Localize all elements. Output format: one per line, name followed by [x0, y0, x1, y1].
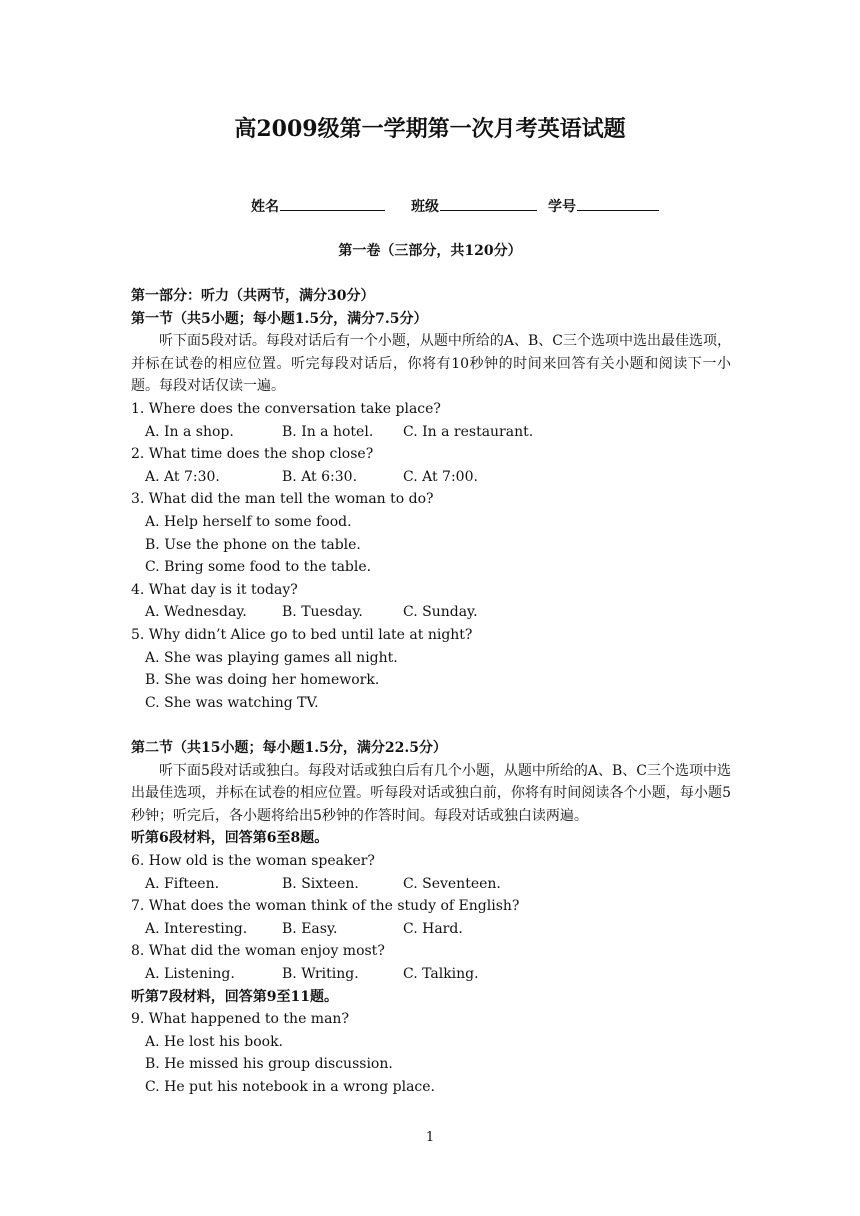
options-row — [131, 421, 731, 444]
option: B. Sixteen. — [282, 875, 359, 892]
option: C. Talking. — [403, 965, 479, 982]
page-number: 1 — [425, 1130, 435, 1145]
option: B. Easy. — [282, 920, 338, 937]
section-one-block — [131, 285, 731, 714]
class-label: 班级 — [411, 199, 439, 215]
id-label: 学号 — [548, 199, 576, 215]
section-two-block — [131, 737, 731, 1099]
question: 3. What did the man tell the woman to do? — [131, 491, 434, 508]
question-list — [131, 398, 731, 714]
question: 7. What does the woman think of the study of English? — [131, 898, 520, 915]
options-row — [131, 918, 731, 941]
options-row — [131, 873, 731, 896]
option: B. She was doing her homework. — [145, 672, 380, 689]
id-field — [548, 196, 659, 217]
part-heading: 第一部分：听力（共两节，满分30分） — [131, 288, 375, 304]
option: A. Wednesday. — [145, 604, 247, 621]
option: C. Bring some food to the table. — [145, 559, 372, 576]
question: 6. How old is the woman speaker? — [131, 852, 375, 869]
options-row — [131, 466, 731, 489]
option: A. Interesting. — [145, 920, 248, 937]
question: 1. Where does the conversation take place? — [131, 400, 441, 417]
option: C. In a restaurant. — [403, 423, 534, 440]
question: 2. What time does the shop close? — [131, 446, 374, 463]
material-heading: 听第7段材料，回答第9至11题。 — [131, 988, 338, 1005]
name-field — [251, 196, 385, 217]
option: A. In a shop. — [145, 423, 234, 440]
name-blank — [280, 196, 385, 211]
section-heading: 第一节（共5小题；每小题1.5分，满分7.5分） — [131, 310, 428, 327]
material-heading: 听第6段材料，回答第6至8题。 — [131, 830, 329, 847]
option: C. Sunday. — [403, 604, 478, 621]
options-row — [131, 963, 731, 986]
question: 5. Why didn’t Alice go to bed until late at night? — [131, 626, 473, 643]
option: C. Seventeen. — [403, 875, 501, 892]
option: C. At 7:00. — [403, 468, 478, 485]
option: A. Listening. — [145, 965, 235, 982]
option: B. He missed his group discussion. — [145, 1056, 393, 1073]
option: C. She was watching TV. — [145, 694, 319, 711]
option: C. He put his notebook in a wrong place. — [145, 1078, 435, 1095]
option: A. Fifteen. — [145, 875, 220, 892]
option: A. She was playing games all night. — [145, 649, 398, 666]
option: B. Use the phone on the table. — [145, 536, 361, 553]
instructions: 听下面5段对话。每段对话后有一个小题，从题中所给的A、B、C三个选项中选出最佳选项，并标在试卷的相应位置。听完每段对话后，你将有10秒钟的时间来回答有关小题和阅读下一小题。每段对话仅读一遍。 — [131, 333, 732, 395]
option: B. Tuesday. — [282, 604, 363, 621]
volume-heading: 第一卷（三部分，共120分） — [338, 243, 522, 259]
options-row — [131, 601, 731, 624]
option: B. At 6:30. — [282, 468, 358, 485]
question: 4. What day is it today? — [131, 581, 298, 598]
page-title: 高2009级第一学期第一次月考英语试题 — [234, 116, 626, 142]
option: A. At 7:30. — [145, 468, 220, 485]
option: A. Help herself to some food. — [145, 513, 352, 530]
option: A. He lost his book. — [145, 1033, 284, 1050]
class-field — [411, 196, 537, 217]
id-blank — [577, 196, 659, 211]
question: 8. What did the woman enjoy most? — [131, 943, 385, 960]
question: 9. What happened to the man? — [131, 1011, 349, 1028]
section-heading: 第二节（共15小题；每小题1.5分，满分22.5分） — [131, 740, 447, 756]
option: C. Hard. — [403, 920, 463, 937]
class-blank — [440, 196, 537, 211]
option: B. In a hotel. — [282, 423, 374, 440]
option: B. Writing. — [282, 965, 359, 982]
instructions: 听下面5段对话或独白。每段对话或独白后有几个小题，从题中所给的A、B、C三个选项中选出最佳选项，并标在试卷的相应位置。听每段对话或独白前，你将有时间阅读各个小题，每小题5秒钟；听完后，各小题将给出5秒钟的作答时间。每段对话或独白读两遍。 — [131, 762, 732, 824]
name-label: 姓名 — [251, 199, 279, 215]
